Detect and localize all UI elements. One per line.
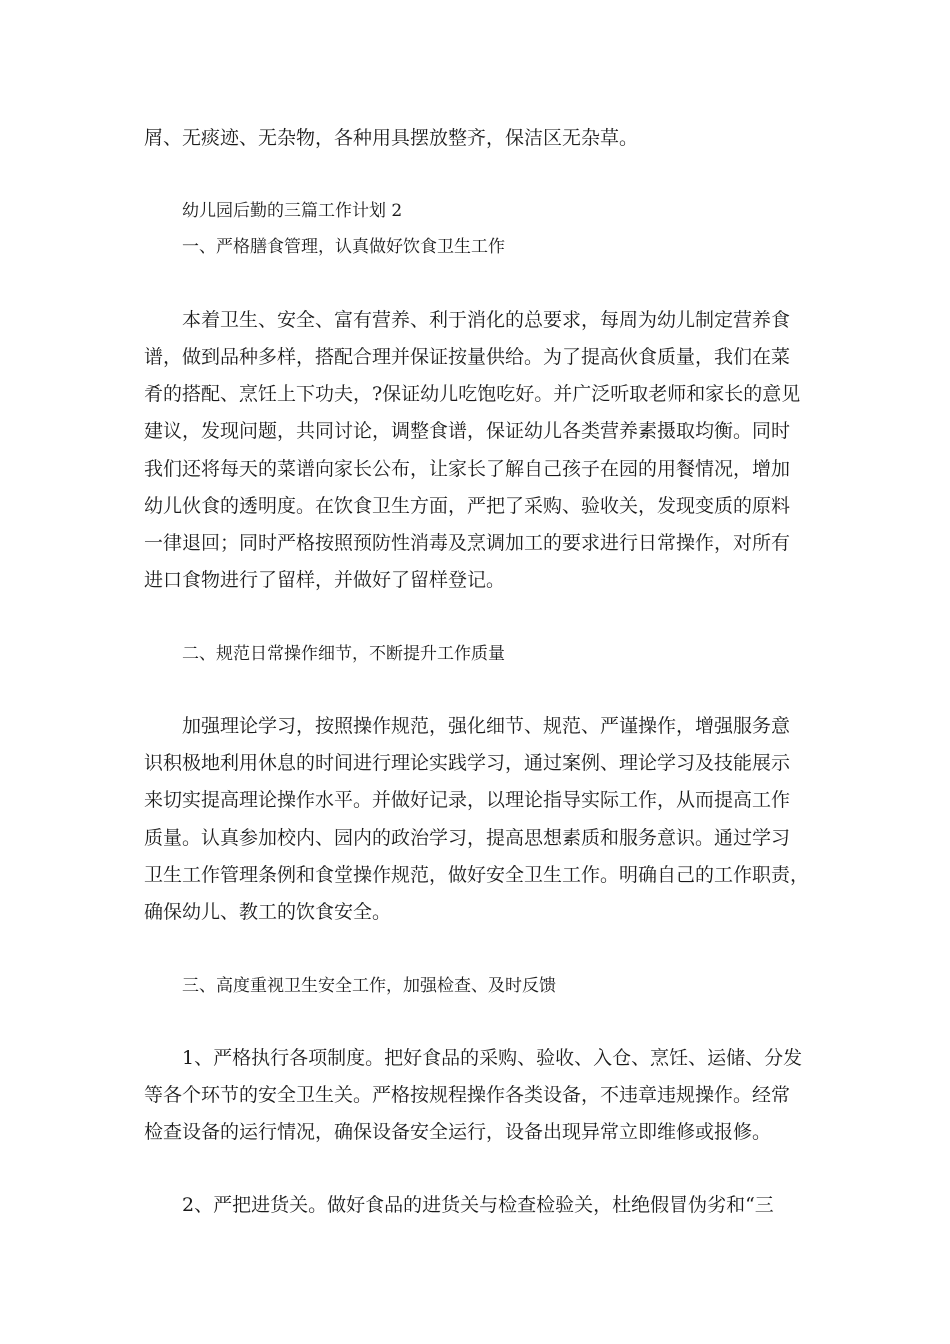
section1-line: 一律退回；同时严格按照预防性消毒及烹调加工的要求进行日常操作，对所有	[144, 532, 791, 554]
section1-heading: 一、严格膳食管理，认真做好饮食卫生工作	[182, 237, 505, 257]
section2-line: 质量。认真参加校内、园内的政治学习，提高思想素质和服务意识。通过学习	[144, 827, 791, 849]
section3-item1-line: 等各个环节的安全卫生关。严格按规程操作各类设备，不违章违规操作。经常	[144, 1084, 791, 1106]
section1-line: 我们还将每天的菜谱向家长公布，让家长了解自己孩子在园的用餐情况，增加	[144, 458, 791, 480]
intro-tail-line: 屑、无痰迹、无杂物，各种用具摆放整齐，保洁区无杂草。	[144, 127, 639, 149]
section2-heading: 二、规范日常操作细节，不断提升工作质量	[182, 644, 505, 664]
document-title: 幼儿园后勤的三篇工作计划 2	[182, 201, 403, 221]
section3-item1-line: 1、严格执行各项制度。把好食品的采购、验收、入仓、烹饪、运储、分发	[182, 1047, 803, 1069]
section1-line: 建议，发现问题，共同讨论，调整食谱，保证幼儿各类营养素摄取均衡。同时	[144, 420, 791, 442]
section2-line: 加强理论学习，按照操作规范，强化细节、规范、严谨操作，增强服务意	[182, 715, 791, 737]
section3-item2-line: 2、严把进货关。做好食品的进货关与检查检验关，杜绝假冒伪劣和“三	[182, 1194, 774, 1216]
section1-line: 本着卫生、安全、富有营养、利于消化的总要求，每周为幼儿制定营养食	[182, 309, 791, 331]
section2-line: 来切实提高理论操作水平。并做好记录，以理论指导实际工作，从而提高工作	[144, 789, 791, 811]
section1-line: 幼儿伙食的透明度。在饮食卫生方面，严把了采购、验收关，发现变质的原料	[144, 495, 791, 517]
section1-line: 肴的搭配、烹饪上下功夫，?保证幼儿吃饱吃好。并广泛听取老师和家长的意见	[144, 383, 801, 405]
section1-line: 进口食物进行了留样，并做好了留样登记。	[144, 569, 506, 591]
section2-line: 识积极地利用休息的时间进行理论实践学习，通过案例、理论学习及技能展示	[144, 752, 791, 774]
section2-line: 卫生工作管理条例和食堂操作规范，做好安全卫生工作。明确自己的工作职责，	[144, 864, 810, 886]
section3-heading: 三、高度重视卫生安全工作，加强检查、及时反馈	[182, 976, 556, 996]
section2-line: 确保幼儿、教工的饮食安全。	[144, 901, 392, 923]
section3-item1-line: 检查设备的运行情况，确保设备安全运行，设备出现异常立即维修或报修。	[144, 1121, 772, 1143]
section1-line: 谱，做到品种多样，搭配合理并保证按量供给。为了提高伙食质量，我们在菜	[144, 346, 791, 368]
